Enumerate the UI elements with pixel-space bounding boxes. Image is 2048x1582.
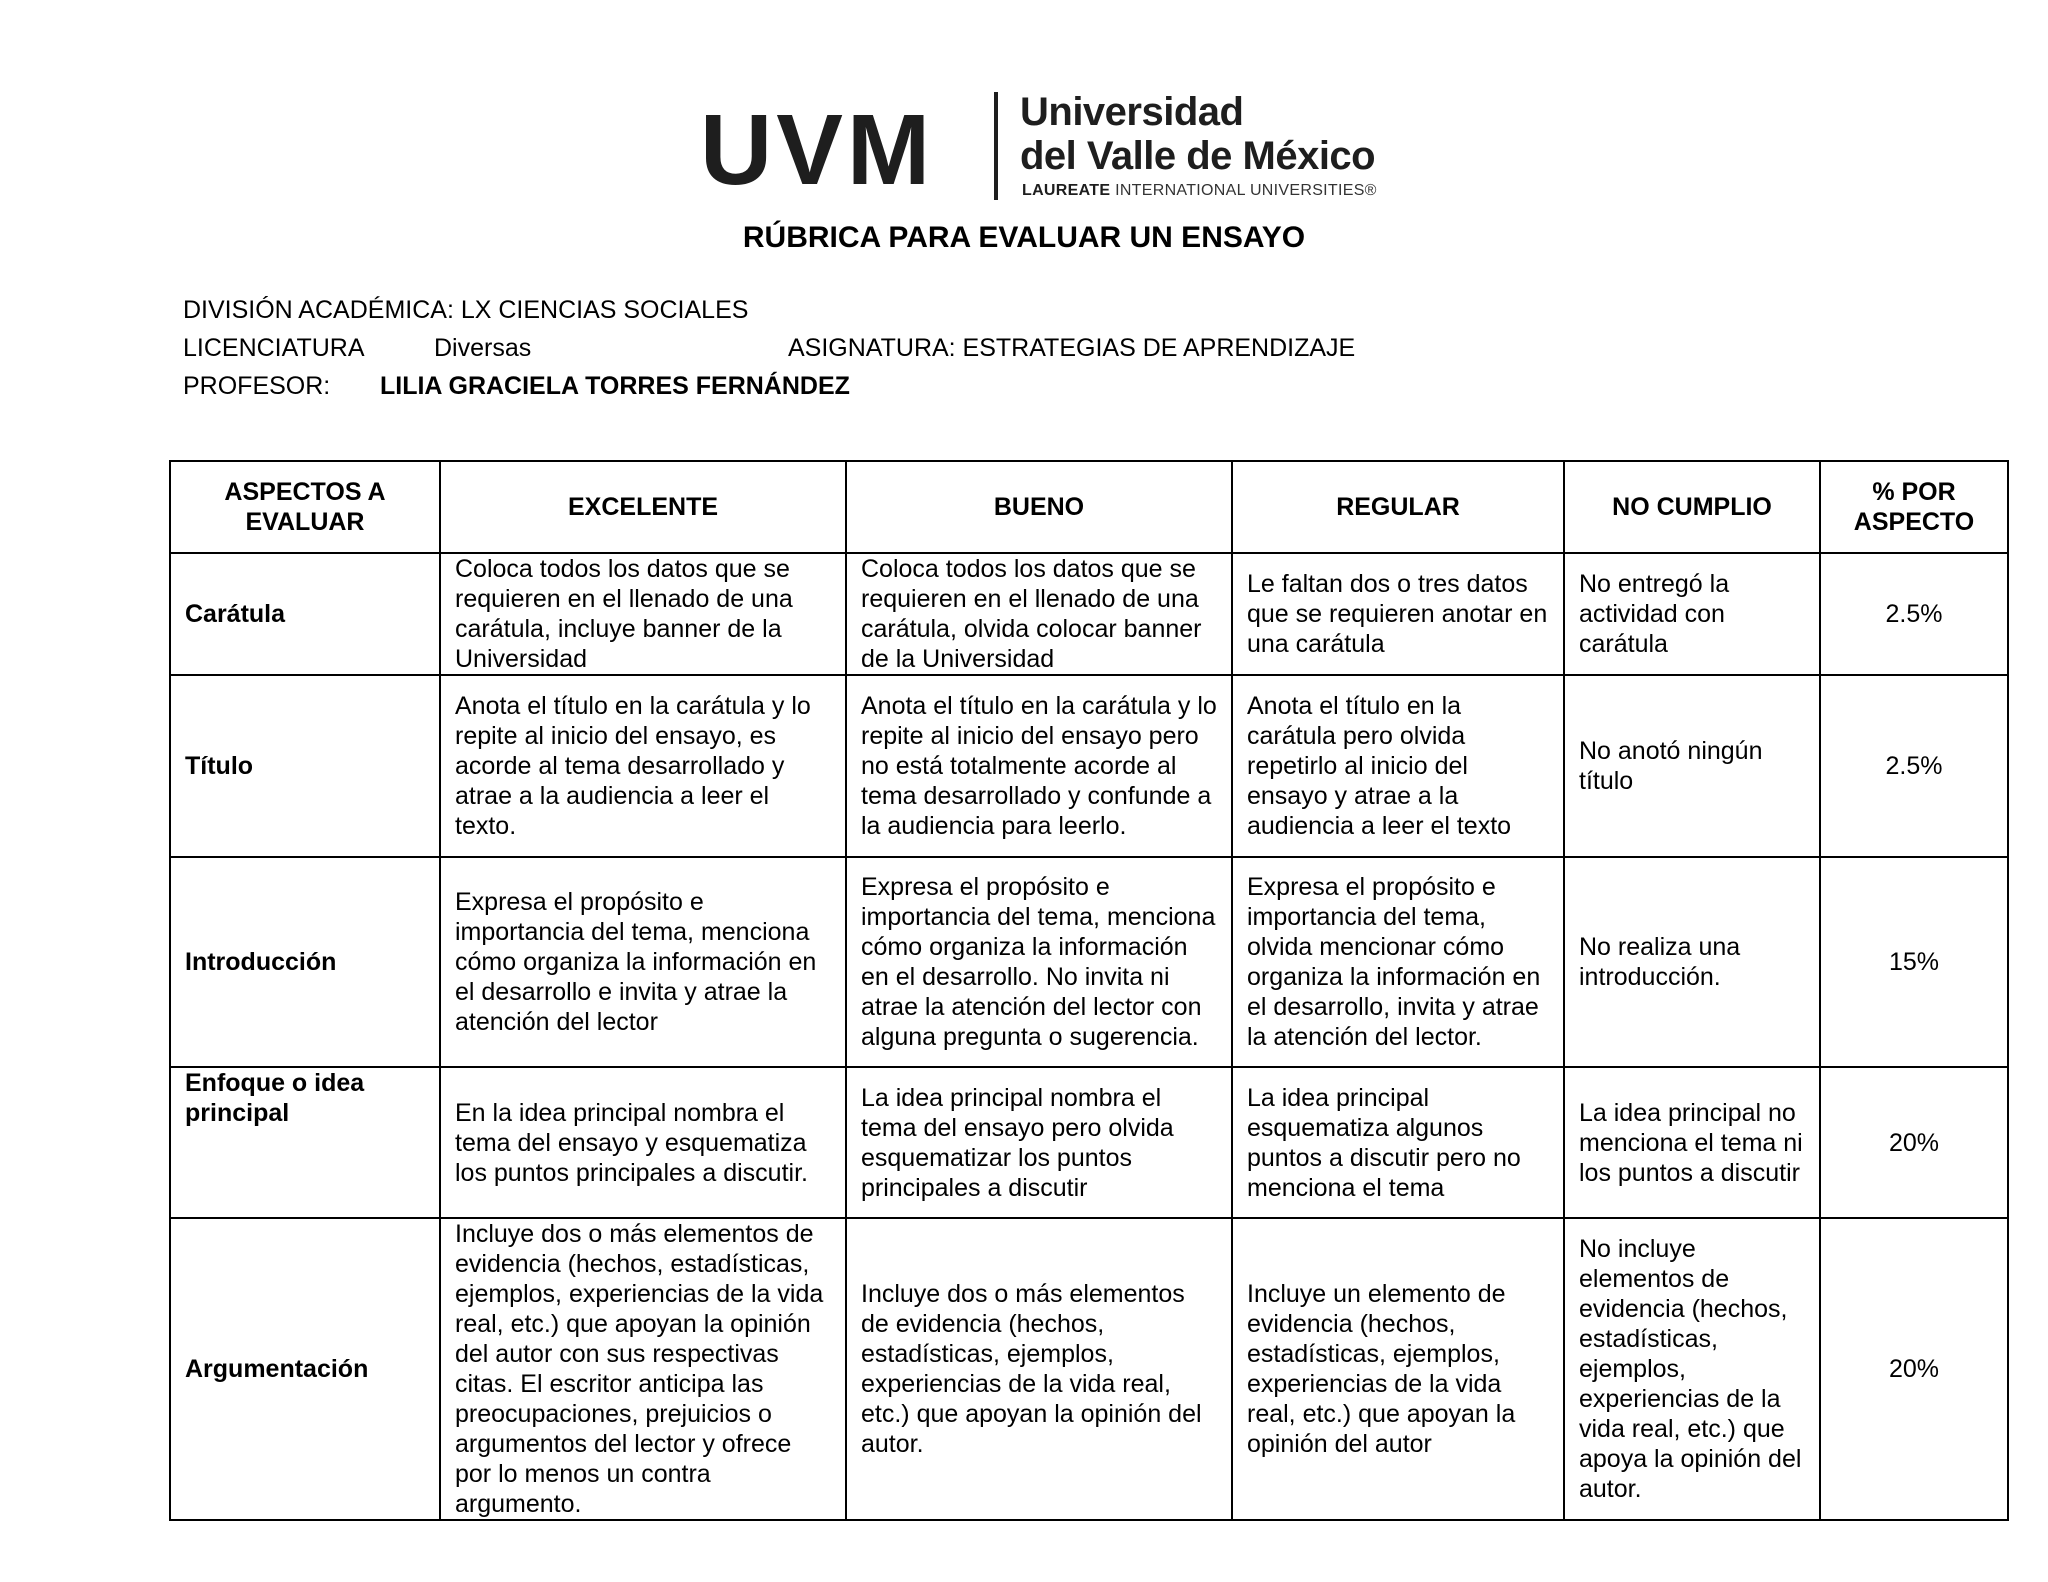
header-no-cumplio: NO CUMPLIO [1564, 461, 1820, 553]
row-excelente: Anota el título en la carátula y lo repite al inicio del ensayo, es acorde al tema desarrollado y atrae a la audiencia a leer el texto. [440, 675, 846, 857]
row-aspect: Argumentación [170, 1218, 440, 1520]
header-porcentaje: % POR ASPECTO [1820, 461, 2008, 553]
table-row [170, 857, 2008, 1067]
row-no-cumplio: No realiza una introducción. [1564, 857, 1820, 1067]
division-text: DIVISIÓN ACADÉMICA: LX CIENCIAS SOCIALES [183, 296, 749, 324]
table-row [170, 1067, 2008, 1218]
row-regular: Anota el título en la carátula pero olvida repetirlo al inicio del ensayo y atrae a la audiencia a leer el texto [1232, 675, 1564, 857]
row-percent: 15% [1820, 857, 2008, 1067]
header-excelente: EXCELENTE [440, 461, 846, 553]
row-regular: Expresa el propósito e importancia del tema, olvida mencionar cómo organiza la información en el desarrollo, invita y atrae la atención del lector. [1232, 857, 1564, 1067]
licenciatura-label: LICENCIATURA [183, 334, 365, 362]
asignatura-text: ASIGNATURA: ESTRATEGIAS DE APRENDIZAJE [788, 334, 1356, 362]
row-no-cumplio: La idea principal no menciona el tema ni los puntos a discutir [1564, 1067, 1820, 1218]
profesor-value: LILIA GRACIELA TORRES FERNÁNDEZ [380, 372, 850, 400]
row-bueno: Anota el título en la carátula y lo repite al inicio del ensayo pero no está totalmente acorde al tema desarrollado y confunde a la audiencia para leerlo. [846, 675, 1232, 857]
row-aspect: Introducción [170, 857, 440, 1067]
uvm-logo [700, 90, 1377, 206]
logo-university-name [1020, 90, 1375, 178]
row-percent: 2.5% [1820, 553, 2008, 675]
header-bueno: BUENO [846, 461, 1232, 553]
row-excelente: En la idea principal nombra el tema del ensayo y esquematiza los puntos principales a discutir. [440, 1067, 846, 1218]
table-row [170, 1218, 2008, 1520]
row-excelente: Incluye dos o más elementos de evidencia (hechos, estadísticas, ejemplos, experiencias de la vida real, etc.) que apoyan la opinión del autor con sus respectivas citas. El escritor anticipa las preocupaciones, prejuicios o argumentos del lector y ofrece por lo menos un contra argumento. [440, 1218, 846, 1520]
row-bueno: Coloca todos los datos que se requieren en el llenado de una carátula, olvida colocar banner de la Universidad [846, 553, 1232, 675]
header-aspectos: ASPECTOS A EVALUAR [170, 461, 440, 553]
row-aspect: Carátula [170, 553, 440, 675]
rubric-table [169, 460, 2009, 1521]
profesor-label: PROFESOR: [183, 372, 331, 400]
row-no-cumplio: No anotó ningún título [1564, 675, 1820, 857]
row-regular: La idea principal esquematiza algunos puntos a discutir pero no menciona el tema [1232, 1067, 1564, 1218]
row-percent: 20% [1820, 1067, 2008, 1218]
logo-university-line2: del Valle de México [1020, 134, 1376, 178]
row-percent: 20% [1820, 1218, 2008, 1520]
document-title: RÚBRICA PARA EVALUAR UN ENSAYO [742, 221, 1306, 254]
row-excelente: Coloca todos los datos que se requieren en el llenado de una carátula, incluye banner de la Universidad [440, 553, 846, 675]
logo-tagline [1022, 182, 1377, 200]
header-regular: REGULAR [1232, 461, 1564, 553]
row-aspect: Título [170, 675, 440, 857]
table-row [170, 675, 2008, 857]
logo-tagline-rest: INTERNATIONAL UNIVERSITIES® [1110, 182, 1377, 199]
row-bueno: Expresa el propósito e importancia del tema, menciona cómo organiza la información en el desarrollo. No invita ni atrae la atención del lector con alguna pregunta o sugerencia. [846, 857, 1232, 1067]
row-aspect: Enfoque o idea principal [170, 1067, 440, 1218]
row-excelente: Expresa el propósito e importancia del tema, menciona cómo organiza la información en el desarrollo e invita y atrae la atención del lector [440, 857, 846, 1067]
logo-divider [994, 92, 998, 200]
licenciatura-value: Diversas [434, 334, 532, 362]
row-percent: 2.5% [1820, 675, 2008, 857]
row-regular: Le faltan dos o tres datos que se requieren anotar en una carátula [1232, 553, 1564, 675]
logo-university-line1: Universidad [1020, 90, 1244, 134]
row-bueno: La idea principal nombra el tema del ensayo pero olvida esquematizar los puntos principales a discutir [846, 1067, 1232, 1218]
row-no-cumplio: No incluye elementos de evidencia (hechos, estadísticas, ejemplos, experiencias de la vida real, etc.) que apoya la opinión del autor. [1564, 1218, 1820, 1520]
row-bueno: Incluye dos o más elementos de evidencia (hechos, estadísticas, ejemplos, experiencias de la vida real, etc.) que apoyan la opinión del autor. [846, 1218, 1232, 1520]
logo-tagline-bold: LAUREATE [1022, 182, 1111, 199]
row-no-cumplio: No entregó la actividad con carátula [1564, 553, 1820, 675]
row-regular: Incluye un elemento de evidencia (hechos, estadísticas, ejemplos, experiencias de la vida real, etc.) que apoyan la opinión del autor [1232, 1218, 1564, 1520]
logo-mark: UVM [700, 94, 935, 206]
table-header-row [170, 461, 2008, 553]
table-row [170, 553, 2008, 675]
